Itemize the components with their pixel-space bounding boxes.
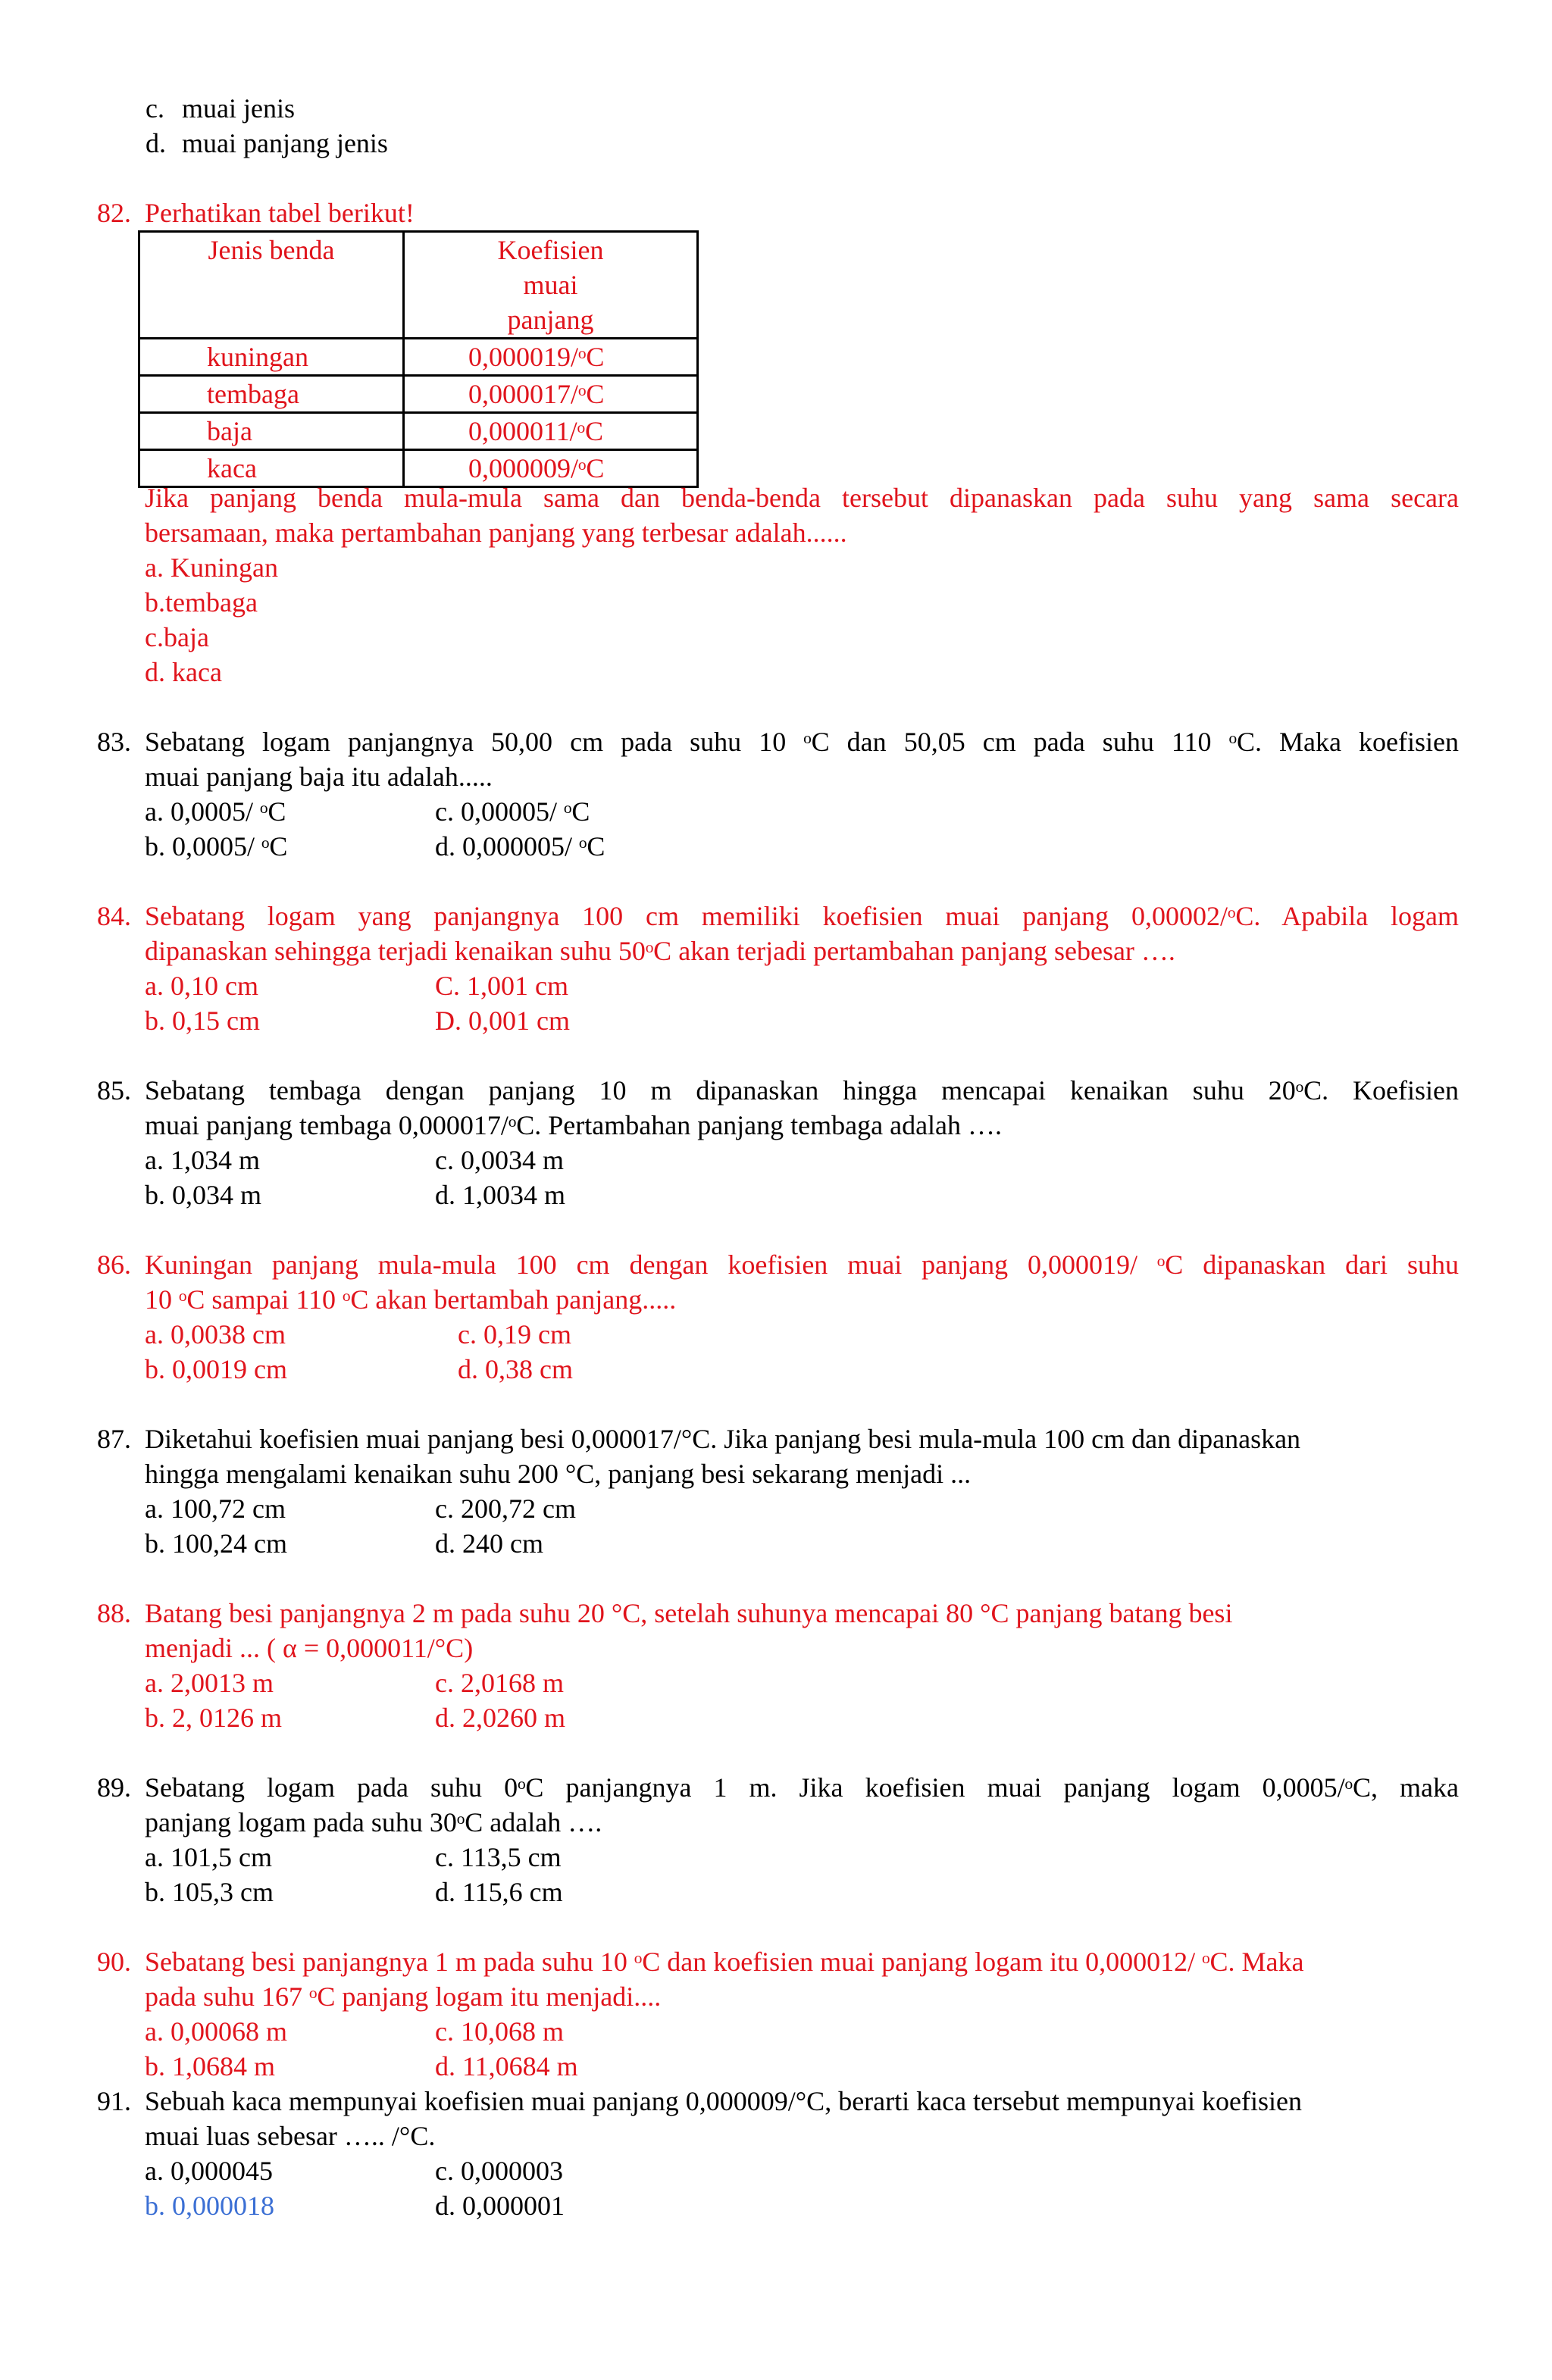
- q91-option-a: a. 0,000045: [145, 2156, 273, 2186]
- q85-option-d: d. 1,0034 m: [435, 1180, 566, 1210]
- prev-option-c: [146, 91, 295, 126]
- q86-option-c: c. 0,19 cm: [458, 1319, 571, 1350]
- q83-line1: Sebatang logam panjangnya 50,00 cm pada suhu 10 ᵒC dan 50,05 cm pada suhu 110 ᵒC. Maka koefisien: [145, 727, 1459, 757]
- q83-line2: muai panjang baja itu adalah.....: [145, 762, 493, 792]
- q83-option-b: b. 0,0005/ ᵒC: [145, 831, 288, 862]
- option-text: muai panjang jenis: [182, 128, 388, 158]
- q82-option-c: c.baja: [145, 622, 209, 652]
- q90-option-a: a. 0,00068 m: [145, 2016, 287, 2047]
- q91-line1: Sebuah kaca mempunyai koefisien muai panjang 0,000009/°C, berarti kaca tersebut mempunyai koefisien: [145, 2086, 1302, 2116]
- q87-line1: Diketahui koefisien muai panjang besi 0,000017/°C. Jika panjang besi mula-mula 100 cm dan dipanaskan: [145, 1424, 1301, 1454]
- q91-option-d: d. 0,000001: [435, 2191, 565, 2221]
- q84-option-a: a. 0,10 cm: [145, 971, 258, 1001]
- q84-line2: dipanaskan sehingga terjadi kenaikan suhu 50ᵒC akan terjadi pertambahan panjang sebesar ….: [145, 936, 1175, 966]
- q88-option-b: b. 2, 0126 m: [145, 1703, 283, 1733]
- q83-number: 83.: [97, 727, 131, 757]
- q82-number: 82.: [97, 198, 131, 228]
- q88-option-a: a. 2,0013 m: [145, 1668, 274, 1698]
- q91-option-b-answer: b. 0,000018: [145, 2191, 274, 2221]
- option-letter: d.: [146, 128, 166, 158]
- q86-option-b: b. 0,0019 cm: [145, 1354, 287, 1384]
- cell-koefisien: 0,000009/ᵒC: [404, 450, 698, 487]
- q89-option-b: b. 105,3 cm: [145, 1877, 274, 1907]
- q90-line2: pada suhu 167 ᵒC panjang logam itu menjadi....: [145, 1981, 662, 2012]
- q85-option-b: b. 0,034 m: [145, 1180, 262, 1210]
- q82-option-d: d. kaca: [145, 657, 222, 687]
- q82-option-b: b.tembaga: [145, 587, 258, 618]
- q85-option-a: a. 1,034 m: [145, 1145, 260, 1175]
- q84-option-d: D. 0,001 cm: [435, 1005, 570, 1036]
- q82-question-line1: Jika panjang benda mula-mula sama dan benda-benda tersebut dipanaskan pada suhu yang sama secara: [145, 483, 1459, 513]
- q86-option-d: d. 0,38 cm: [458, 1354, 573, 1384]
- q87-option-c: c. 200,72 cm: [435, 1493, 576, 1524]
- q90-line1: Sebatang besi panjangnya 1 m pada suhu 10 ᵒC dan koefisien muai panjang logam itu 0,000012/ ᵒC. Maka: [145, 1947, 1304, 1977]
- q88-option-c: c. 2,0168 m: [435, 1668, 564, 1698]
- q90-option-c: c. 10,068 m: [435, 2016, 564, 2047]
- header-jenis-benda: Jenis benda: [139, 232, 404, 339]
- header-koefisien: Koefisien muai panjang: [404, 232, 698, 339]
- q91-line2: muai luas sebesar ….. /°C.: [145, 2121, 436, 2151]
- table-row: [139, 339, 698, 376]
- q85-option-c: c. 0,0034 m: [435, 1145, 564, 1175]
- option-letter: c.: [146, 93, 164, 124]
- cell-koefisien: 0,000019/ᵒC: [404, 339, 698, 376]
- q89-line2: panjang logam pada suhu 30ᵒC adalah ….: [145, 1807, 602, 1837]
- q91-option-c: c. 0,000003: [435, 2156, 563, 2186]
- q83-option-c: c. 0,00005/ ᵒC: [435, 796, 590, 827]
- q91-number: 91.: [97, 2086, 131, 2116]
- table-row: [139, 413, 698, 450]
- q82-question-line2: bersamaan, maka pertambahan panjang yang terbesar adalah......: [145, 518, 847, 548]
- cell-koefisien: 0,000017/ᵒC: [404, 376, 698, 413]
- q89-option-d: d. 115,6 cm: [435, 1877, 563, 1907]
- q82-option-a: a. Kuningan: [145, 552, 278, 583]
- q82-stem: Perhatikan tabel berikut!: [145, 198, 415, 228]
- q84-option-c: C. 1,001 cm: [435, 971, 568, 1001]
- cell-benda: tembaga: [139, 376, 404, 413]
- q88-line2: menjadi ... ( α = 0,000011/°C): [145, 1633, 474, 1663]
- cell-koefisien: 0,000011/ᵒC: [404, 413, 698, 450]
- q84-number: 84.: [97, 901, 131, 931]
- table-header-row: [139, 232, 698, 339]
- q83-option-a: a. 0,0005/ ᵒC: [145, 796, 286, 827]
- q88-number: 88.: [97, 1598, 131, 1628]
- cell-benda: kaca: [139, 450, 404, 487]
- q83-option-d: d. 0,000005/ ᵒC: [435, 831, 605, 862]
- q88-option-d: d. 2,0260 m: [435, 1703, 566, 1733]
- table-row: [139, 376, 698, 413]
- q84-line1: Sebatang logam yang panjangnya 100 cm memiliki koefisien muai panjang 0,00002/ᵒC. Apabila logam: [145, 901, 1459, 931]
- q89-option-a: a. 101,5 cm: [145, 1842, 272, 1872]
- prev-option-d: [146, 126, 388, 161]
- q85-line1: Sebatang tembaga dengan panjang 10 m dipanaskan hingga mencapai kenaikan suhu 20ᵒC. Koefisien: [145, 1075, 1459, 1106]
- q85-number: 85.: [97, 1075, 131, 1106]
- q90-option-d: d. 11,0684 m: [435, 2051, 578, 2081]
- q90-number: 90.: [97, 1947, 131, 1977]
- q86-number: 86.: [97, 1249, 131, 1280]
- q87-option-b: b. 100,24 cm: [145, 1528, 287, 1559]
- q86-line1: Kuningan panjang mula-mula 100 cm dengan koefisien muai panjang 0,000019/ ᵒC dipanaskan dari suhu: [145, 1249, 1459, 1280]
- q87-option-a: a. 100,72 cm: [145, 1493, 286, 1524]
- q88-line1: Batang besi panjangnya 2 m pada suhu 20 °C, setelah suhunya mencapai 80 °C panjang batang besi: [145, 1598, 1233, 1628]
- coefficient-table: [138, 230, 699, 488]
- cell-benda: kuningan: [139, 339, 404, 376]
- q87-line2: hingga mengalami kenaikan suhu 200 °C, panjang besi sekarang menjadi ...: [145, 1459, 972, 1489]
- q86-line2: 10 ᵒC sampai 110 ᵒC akan bertambah panjang.....: [145, 1284, 677, 1315]
- q89-number: 89.: [97, 1772, 131, 1803]
- q85-line2: muai panjang tembaga 0,000017/ᵒC. Pertambahan panjang tembaga adalah ….: [145, 1110, 1003, 1140]
- cell-benda: baja: [139, 413, 404, 450]
- q89-option-c: c. 113,5 cm: [435, 1842, 562, 1872]
- q89-line1: Sebatang logam pada suhu 0ᵒC panjangnya 1 m. Jika koefisien muai panjang logam 0,0005/ᵒC, maka: [145, 1772, 1459, 1803]
- q84-option-b: b. 0,15 cm: [145, 1005, 260, 1036]
- q87-number: 87.: [97, 1424, 131, 1454]
- q90-option-b: b. 1,0684 m: [145, 2051, 276, 2081]
- option-text: muai jenis: [182, 93, 295, 124]
- q86-option-a: a. 0,0038 cm: [145, 1319, 286, 1350]
- q87-option-d: d. 240 cm: [435, 1528, 543, 1559]
